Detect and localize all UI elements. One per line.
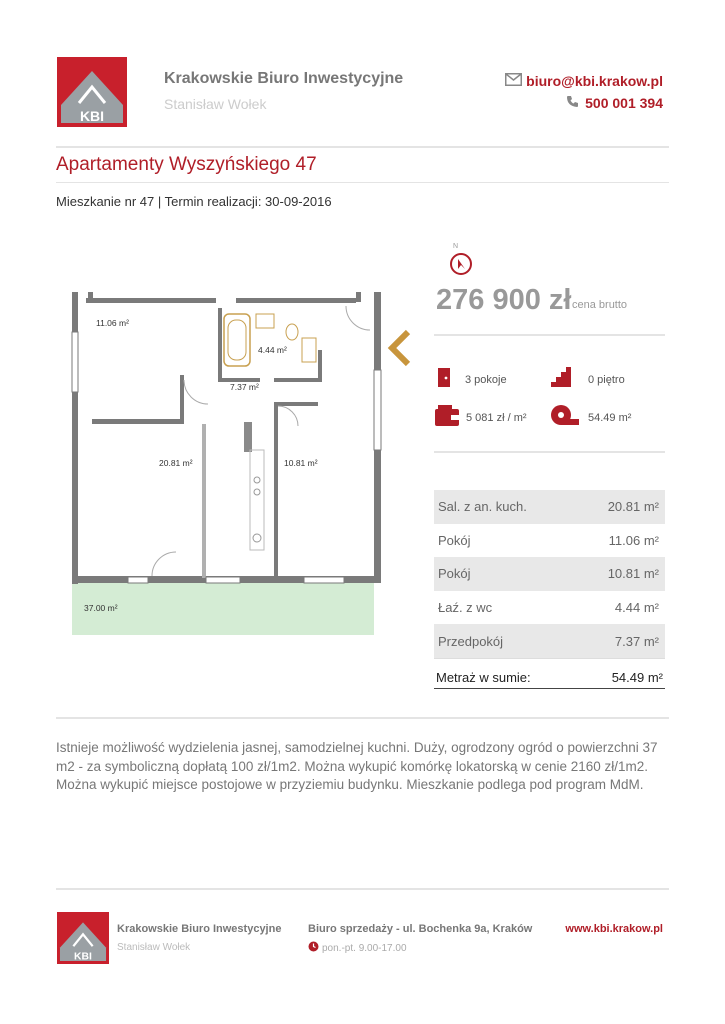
- rooms-table: [434, 490, 665, 658]
- compass-icon: [447, 242, 475, 283]
- phone-text: 500 001 394: [585, 95, 663, 111]
- door-icon: [434, 366, 456, 393]
- feature-rooms: [434, 366, 507, 393]
- title-divider: [56, 182, 669, 183]
- table-row: [434, 591, 665, 625]
- floor-number: 0 piętro: [588, 373, 625, 386]
- wall-top-2: [236, 298, 356, 303]
- footer-company: Krakowskie Biuro Inwestycyjne: [117, 923, 282, 935]
- total-label: Metraż w sumie:: [436, 670, 531, 685]
- label-hall: 7.37 m²: [230, 382, 259, 392]
- room-area: 11.06 m²: [608, 532, 659, 548]
- company-name: Krakowskie Biuro Inwestycyjne: [164, 70, 404, 87]
- table-row: [434, 524, 665, 558]
- label-living: 20.81 m²: [159, 458, 193, 468]
- room-name: Łaź. z wc: [438, 600, 493, 616]
- website-link[interactable]: www.kbi.krakow.pl: [565, 923, 663, 935]
- total-value: 54.49 m²: [611, 670, 663, 685]
- room-name: Pokój: [438, 532, 471, 548]
- floor-plan: [56, 280, 416, 640]
- table-row: [434, 557, 665, 591]
- svg-text:N: N: [453, 243, 459, 250]
- price: 276 900 zł: [436, 284, 572, 316]
- features-divider: [434, 451, 665, 453]
- footer-divider: [56, 888, 669, 890]
- agent-name: Stanisław Wołek: [164, 96, 267, 112]
- room-area: 20.81 m²: [607, 499, 659, 515]
- price-per-m2: 5 081 zł / m²: [466, 411, 527, 424]
- svg-text:KBI: KBI: [79, 108, 105, 124]
- footer-logo: [57, 912, 109, 969]
- clock-icon: [308, 941, 319, 955]
- label-garden: 37.00 m²: [84, 603, 118, 613]
- footer-person: Stanisław Wołek: [117, 942, 191, 953]
- room-name: Pokój: [438, 566, 471, 582]
- label-room1: 11.06 m²: [96, 318, 129, 328]
- total-divider: [434, 688, 665, 689]
- project-title: Apartamenty Wyszyńskiego 47: [56, 154, 317, 175]
- table-divider: [434, 658, 665, 659]
- table-row: [434, 624, 665, 658]
- wall-room1-right: [180, 375, 184, 424]
- wall-top-1: [86, 298, 216, 303]
- svg-text:KBI: KBI: [74, 951, 92, 963]
- rooms-count: 3 pokoje: [465, 373, 507, 386]
- label-room2: 10.81 m²: [284, 458, 318, 468]
- email-text: biuro@kbi.krakow.pl: [526, 73, 663, 89]
- company-logo: [57, 57, 127, 132]
- room-area: 10.81 m²: [607, 566, 659, 582]
- price-note: cena brutto: [572, 299, 628, 311]
- description: Istnieje możliwość wydzielenia jasnej, samodzielnej kuchni. Duży, ogrodzony ogród o powierzchni 37 m2 - za symboliczną dopłatą 100 zł/1m2. Można wykupić komórkę lokatorską w cenie 2160 zł/1m2. Można wykupić miejsce postojowe w przyziemiu budynku. Mieszkanie podlega pod program MdM.: [56, 740, 658, 792]
- footer-office: Biuro sprzedaży - ul. Bochenka 9a, Kraków: [308, 923, 533, 935]
- phone-link[interactable]: [566, 95, 663, 111]
- price-divider: [434, 334, 665, 336]
- wall-room1-bottom: [92, 419, 180, 424]
- room-name: Sal. z an. kuch.: [438, 499, 527, 515]
- feature-price-per-m2: [434, 403, 527, 432]
- total-area: 54.49 m²: [588, 411, 632, 424]
- header-divider: [56, 146, 669, 148]
- email-link[interactable]: [505, 73, 663, 89]
- description-divider: [56, 717, 669, 719]
- tape-measure-icon: [550, 403, 580, 432]
- wallet-icon: [434, 403, 460, 432]
- hours-text: pon.-pt. 9.00-17.00: [322, 942, 407, 954]
- feature-floor: [550, 366, 625, 393]
- stairs-icon: [550, 366, 572, 393]
- room-name: Przedpokój: [438, 633, 504, 649]
- total-row: [436, 670, 663, 685]
- phone-icon: [566, 95, 579, 111]
- room-area: 7.37 m²: [614, 633, 659, 649]
- apartment-subtitle: Mieszkanie nr 47 | Termin realizacji: 30-09-2016: [56, 194, 332, 209]
- feature-area: [550, 403, 631, 432]
- room-area: 4.44 m²: [614, 600, 659, 616]
- label-bathroom: 4.44 m²: [258, 345, 287, 355]
- footer-hours: [308, 941, 407, 955]
- entrance-arrow: [392, 332, 408, 364]
- envelope-icon: [505, 73, 522, 89]
- table-row: [434, 490, 665, 524]
- wall-room2-left: [274, 402, 278, 578]
